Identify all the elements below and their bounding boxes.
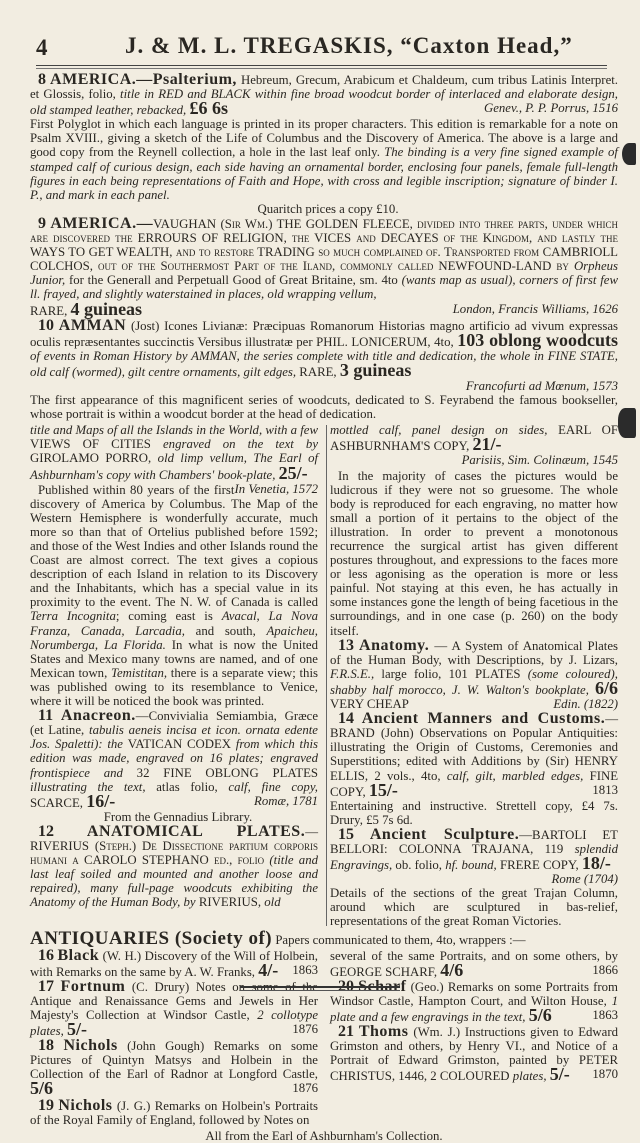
entry-number: 21 [338,1023,354,1041]
running-header [30,33,600,65]
entry-format: atlas folio, [156,779,218,794]
entry-17 [30,977,319,1040]
entry-price: 25/- [278,462,308,483]
entry-imprint: London, Francis Williams, 1626 [452,301,618,316]
entry-number: 13 [338,636,354,654]
entry-number: 12 [38,822,54,840]
two-column-section [30,423,618,929]
entry-21 [330,1025,618,1083]
entry-note [30,483,318,709]
entry-price: £6 6s [189,98,228,119]
entry-imprint: Edin. (1822) [553,697,618,712]
entry-10 [30,316,618,422]
entry-year: 1866 [592,962,618,977]
entry-text: (Geo.) Remarks on some Portraits from Windsor Castle, Hampton Court, and Wilton House, [330,979,618,1008]
entry-views: VIEWS OF CITIES [30,437,151,452]
antiquaries-columns [30,946,619,1128]
entry-plates: 101 PLATES [448,666,521,681]
entry-binding: calf, fine copy, [228,779,318,794]
entry-binding: calf, gilt, marbled edges, [446,768,584,783]
note-text-3: and south, [195,623,256,638]
entry-heading: Nichols [58,1096,113,1114]
entry-imprint: Parisiis, Sim. Colinæum, 1545 [461,453,618,468]
entry-year: 1876 [292,1022,318,1037]
entry-price: 4/- [258,959,279,980]
entry-11 [30,709,318,824]
entry-9 [30,214,619,319]
entry-number: 20 [338,977,354,995]
entry-codex: VATICAN CODEX [127,737,232,752]
entry-author: Orpheus Junior, [30,259,619,288]
entry-highlight: 103 oblong woodcuts [457,329,618,350]
entry-price: 5/- [549,1064,570,1085]
entry-price: 5/6 [30,1078,54,1099]
entry-heading: Black [57,946,100,964]
column-divider [326,425,327,925]
entry-number: 10 [38,316,54,334]
ink-blot-mark [618,408,636,438]
right-column [330,949,618,1128]
entry-number: 16 [38,946,54,964]
entry-heading: AMMAN [58,316,127,334]
entry-author-title: F.R.S.E., [330,666,375,681]
entry-note: Entertaining and instructive. Strettell copy, £4 7s. Drury, £5 7s 6d. [330,798,618,827]
entry-text: (John Gough) Remarks on some Pictures of Quintyn Matsys and Holbein in the Collection of the Earl of Radnor at Longford Castle, [30,1039,318,1082]
entry-year: 1863 [592,1008,618,1022]
entry-format: ob. folio, [395,858,442,873]
entry-number: 9 [38,214,46,232]
antiquaries-section [30,927,618,949]
entry-provenance: EARL OF ASHBURNHAM'S COPY, [330,423,619,454]
entry-text: —BARTOLI ET BELLORI: COLONNA TRAJANA, 119 [330,827,618,856]
entry-number: 11 [38,707,54,725]
entry-rare: RARE, [299,364,337,379]
section-footer: All from the Earl of Ashburnham's Collection. [205,1128,443,1143]
entry-8 [30,73,618,216]
entry-description-2: engraved on the text by [163,437,318,452]
entry-heading: ANATOMICAL PLATES. [86,822,306,840]
end-rule-thin [240,990,400,991]
entry-editor: HENRY ELLIS, [330,754,618,783]
entry-18 [30,1039,318,1097]
section-subtitle: Papers communicated to them, 4to, wrappers :— [275,932,526,947]
right-column [330,423,618,929]
entry-number: 18 [38,1037,54,1055]
entry-binding: (some coloured), shabby half morocco, J. W. Walton's bookplate, [330,666,618,697]
entry-description-3: illustrating the text, [30,779,146,794]
entry-14 [330,712,618,827]
entry-heading: Ancient Manners and Customs. [361,710,606,728]
entry-year: 1863 [292,962,318,977]
note-ital-4: Temistitan, [111,665,168,680]
entry-text: —Convivialia Semiambia, Græce (et Latine, [30,709,319,738]
entry-description: (title and last leaf soiled and mounted and another loose and repaired), many full-page woodcuts exhibiting the Anatomy of the Human Body, by [30,853,319,910]
entry-19 [30,1096,318,1127]
entry-note: Details of the sections of the great Trajan Column, around which are sculptured in bas-relief, representations of the great Roman Victories. [330,886,618,929]
entry-number: 19 [38,1096,54,1114]
entry-description-2: from which this edition was made, engraved on 16 plates; engraved frontispiece and [30,737,318,780]
entry-text: (W. H.) Discovery of the Will of Holbein, with Remarks on the same by A. W. Franks, [30,948,318,979]
left-column [30,946,319,1128]
entry-price: 3 guineas [339,359,412,380]
note-ital-2: Avacal, La Nova Franza, Canada, Larcadia, [30,609,319,638]
entry-heading: AMERICA.—Psalterium, [50,71,237,88]
entry-heading: Nichols [63,1037,118,1055]
left-column [30,423,318,929]
entry-description: title in RED and BLACK within fine broad woodcut border of interlaced and elaborate design, old stamped leather, rebacked, [30,87,618,118]
entry-format: 2 vols., 4to, [374,768,441,783]
ink-blot-mark [622,143,636,165]
entry-heading: Fortnum [60,977,126,995]
entry-price: 15/- [368,779,398,800]
entry-price: 4 guineas [70,298,143,319]
entry-number: 15 [338,825,354,843]
entry-price: 21/- [472,434,502,455]
entry-year: 1876 [292,1081,318,1096]
entry-provenance: FRERE COPY, [499,858,579,873]
note-text-4: In what is now the United States and Mexico many towns are named, and of one Mexican town, [30,637,318,680]
note-text: In the majority of cases the pictures would be ludicrous if they were not so gruesome. The whole body is reproduced for each engraving, no matter how small a portion of it pertains to the object of the illustration. In order to prevent a monotonous recurrence the surgical artist has given different postures throughout, and expressions to the faces more or less agonising as the operation is more or less painful. Not staying at this even, he has actually in some instances gone the length of being facetious in the surroundings, and in one case (p. 260) on the body itself. [330,468,618,638]
note-text: Published within 80 years of the first discovery of America by Columbus. The Map of the Western Hemisphere is wonderfully accurate, much more so than that of Ortelius published before 1592; and those of the West Indies and other Islands round the Coast are almost correct. The text gives a copious description of each Island in relation to its Discovery and the Inhabitants, which has a special value in its proximity to the event. The N. W. of Canada is called [30,482,318,610]
entry-year: 1870 [592,1067,618,1082]
entry-text: (C. Drury) Notes on some of the Antique and Renaissance Gems and Jewels in Her Majesty's Collection at Windsor Castle, [30,979,318,1022]
entry-text-2: for the Generall and Perpetuall Good of Great Britaine, sm. 4to [68,273,398,288]
entry-description: of events in Roman History by AMMAN, the series complete with title and dedication, the whole in FINE STATE, old calf (wormed), gilt centre ornaments, gilt edges, [30,348,618,379]
entry-plates: 2 collotype plates, [30,1008,319,1039]
entry-author: GEORGE SCHARF, [330,964,438,979]
entry-text: — A System of Anatomical Plates of the Human Body, with Descriptions, by J. Lizars, [330,638,619,667]
entry-year: 1813 [592,782,618,797]
entry-rare: RARE, [30,303,68,318]
entry-binding: The binding is a very fine signed example of stamped calf of curious design, each side having an ornamental border, enclosing four panels, female full-length figures in each being representations of Faith and Hope, with cross and legible inscription; signature of binder I. P., and mark in each panel. [30,145,618,202]
entry-continued [330,423,618,467]
entry-imprint: Francofurti ad Mœnum, 1573 [465,378,618,393]
entry-price: 16/- [86,790,116,811]
entry-heading: Ancient Sculpture. [369,825,520,843]
entry-scarce: SCARCE, [30,795,83,810]
header-rule [36,65,607,66]
entry-description: tabulis aeneis incisa et icon. ornata edente Jos. Spaletti): the [30,723,318,752]
running-title: J. & M. L. TREGASKIS, “Caxton Head,” [125,33,573,58]
entry-number: 8 [38,71,46,88]
entry-text: —BRAND (John) Observations on Popular Antiquities: illustrating the Origin of Customs, Ceremonies and Superstitions; edited with Additions by (Sir) [330,712,619,769]
entry-binding: old [264,895,281,910]
entry-text: — RIVERIUS (Steph.) De Dissectione partium corporis humani a CAROLO STEPHANO ed., folio [30,824,318,868]
entry-19-continued [330,949,618,979]
entry-plates: 32 FINE OBLONG PLATES [136,765,318,780]
section-title: ANTIQUARIES (Society of) [30,927,273,949]
entry-text-2: 1446, 2 COLOURED [398,1069,510,1084]
entry-text: Hebreum, Grecum, Arabicum et Chaldeum, cum tribus Latinis Interpret. et Glossis, folio, [30,73,618,102]
entry-price: 5/6 [528,1005,552,1025]
entry-price: 18/- [581,853,611,874]
entry-description: splendid Engravings, [330,841,618,873]
entry-heading: Anacreon. [60,707,136,725]
end-rule [240,986,400,988]
catalogue-body [30,73,618,1143]
entry-imprint: Genev., P. P. Porrus, 1516 [483,101,618,116]
page-number: 4 [36,35,48,60]
entry-plates: plates, [512,1069,547,1084]
entry-continued [30,423,319,496]
entry-condition: (wants map as usual), corners of first few ll. frayed, and slightly waterstained in places, old wrapping vellum, [30,273,618,302]
entry-price-note: Quaritch prices a copy £10. [257,201,399,216]
note-ital: Terra Incognita [30,609,116,624]
entry-binding: old limp vellum, The Earl of Ashburnham's copy with Chambers' book-plate, [30,451,319,482]
entry-text: (Jost) Icones Livianæ: Præcipuas Romanorum Historias magno artificio ad vivum expressas oculis repræsentantes succinctis Versibus illustratæ per PHIL. LONICERUM, 4to, [30,318,618,349]
entry-note [330,469,618,638]
entry-13 [330,636,619,712]
entry-provenance: From the Gennadius Library. [103,809,253,824]
entry-imprint: Romæ, 1781 [254,793,318,808]
entry-heading: Thoms [358,1023,409,1041]
entry-author: RIVERIUS, [198,895,262,910]
entry-note: First Polyglot in which each language is printed in its proper characters. This edition is remarkable for a note on Psalm XVIII., giving a sketch of the Life of Columbus and the Discovery of America. The above is a large and good copy from the Reynell collection, a hole in the last leaf only. [30,117,618,160]
note-text-2: ; coming east is [115,609,213,624]
header-rule-thin [36,68,607,69]
entry-number: 17 [38,977,54,995]
entry-format: large folio, [381,666,442,681]
entry-text: several of the same Portraits, and on some others, by [330,948,618,963]
entry-price: 6/6 [595,677,619,698]
entry-binding: hf. bound, [445,858,497,873]
entry-text: (Wm. J.) Instructions given to Edward Grimston and others, by Henry VI., and Notice of a Portrait of Edward Grimston, painted by [330,1025,619,1068]
entry-plates: 1 plate and a few engravings in the text, [330,993,619,1024]
entry-number: 14 [338,710,354,728]
entry-text: VAUGHAN (Sir Wm.) THE GOLDEN FLEECE, divided into three parts, under which are discovered the ERROURS OF RELIGION, the VICES and DECAYES of the Kingdom, and lastly the WAYS TO GET WEALTH, and to restore TRADING so much complained of. Transported from CAMBRIOLL COLCHOS, out of the Southermost Part of the Iland, commonly called NEWFOUND-LAND by [30,216,619,274]
entry-price: 5/- [66,1019,87,1040]
note-ital-3: Apaicheu, Norumberga, La Florida. [30,623,318,652]
entry-note: The first appearance of this magnificent series of woodcuts, dedicated to S. Feyrabend the famous bookseller, whose portrait is within a woodcut border at the head of dedication. [30,393,618,422]
entry-imprint: Rome (1704) [551,872,618,887]
note-text-5: there is a separate view; this was published owing to its resemblance to Venice, where it will be noticed the book was printed. [30,665,318,709]
entry-heading: Scharf [358,977,407,995]
entry-16 [30,946,318,980]
entry-author: GIROLAMO PORRO, [30,451,152,466]
entry-heading: Anatomy. [359,636,430,654]
entry-cheap: VERY CHEAP [330,697,409,712]
entry-binding: mottled calf, panel design on sides, [330,423,548,438]
entry-text: (J. G.) Remarks on Holbein's Portraits of the Royal Family of England, followed by Notes on [30,1098,318,1127]
entry-artist: PETER CHRISTUS, [330,1053,619,1084]
entry-price: 4/6 [440,959,464,980]
entry-12 [30,822,319,910]
entry-heading: AMERICA.— [50,214,154,232]
entry-fine-copy: FINE COPY, [330,768,619,799]
entry-description: title and Maps of all the Islands in the World, with a few [30,423,318,438]
entry-15 [330,825,618,929]
entry-imprint: In Venetia, 1572 [234,481,318,496]
